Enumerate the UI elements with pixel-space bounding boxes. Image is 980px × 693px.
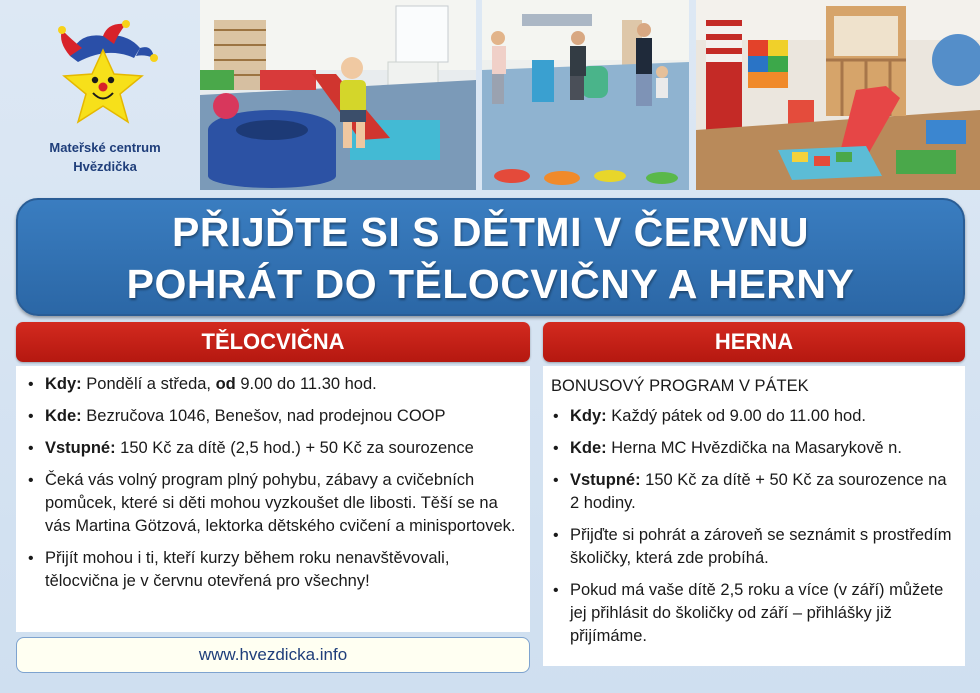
playroom-photo xyxy=(696,0,980,190)
bonus-program-heading: BONUSOVÝ PROGRAM V PÁTEK xyxy=(551,377,809,395)
headline-line-2: POHRÁT DO TĚLOCVIČNY A HERNY xyxy=(126,261,855,307)
headline-banner xyxy=(16,198,965,316)
gym-photo-parents xyxy=(482,0,689,190)
list-item: • Přijďte si pohrát a zároveň se seznámit s prostředím školičky, která zde probíhá. xyxy=(551,524,957,570)
list-item: • Čeká vás volný program plný pohybu, zábavy a cvičebních pomůcek, které si děti mohou vyzkoušet dle libosti. Těší se na vás Martina Götzová, lektorka dětského cvičení a minisportovek. xyxy=(26,469,520,538)
list-item: • Kdy: Pondělí a středa, od 9.00 do 11.30 hod. xyxy=(26,373,520,396)
gym-info-panel xyxy=(16,366,530,632)
playroom-info-panel xyxy=(543,366,965,666)
list-item: • Vstupné: 150 Kč za dítě + 50 Kč za sourozence na 2 hodiny. xyxy=(551,469,957,515)
logo-line-2: Hvězdička xyxy=(73,159,137,174)
list-item: • Kde: Herna MC Hvězdička na Masarykově n. xyxy=(551,437,957,460)
logo-line-1: Mateřské centrum xyxy=(49,140,161,155)
list-item: • Kdy: Každý pátek od 9.00 do 11.00 hod. xyxy=(551,405,957,428)
section-title-gym: TĚLOCVIČNA xyxy=(16,322,530,362)
star-jester-logo-icon xyxy=(48,18,158,138)
list-item: • Pokud má vaše dítě 2,5 roku a více (v září) můžete jej přihlásit do školičky od září – přihlášky již přijímáme. xyxy=(551,579,957,648)
logo xyxy=(30,14,180,184)
section-title-playroom: HERNA xyxy=(543,322,965,362)
list-item: • Kde: Bezručova 1046, Benešov, nad prodejnou COOP xyxy=(26,405,520,428)
headline-line-1: PŘIJĎTE SI S DĚTMI V ČERVNU xyxy=(172,209,809,255)
website-link[interactable]: www.hvezdicka.info xyxy=(16,637,530,673)
list-item: • Přijít mohou i ti, kteří kurzy během roku nenavštěvovali, tělocvična je v červnu otevřená pro všechny! xyxy=(26,547,520,593)
gym-photo-child xyxy=(200,0,476,190)
list-item: • Vstupné: 150 Kč za dítě (2,5 hod.) + 50 Kč za sourozence xyxy=(26,437,520,460)
